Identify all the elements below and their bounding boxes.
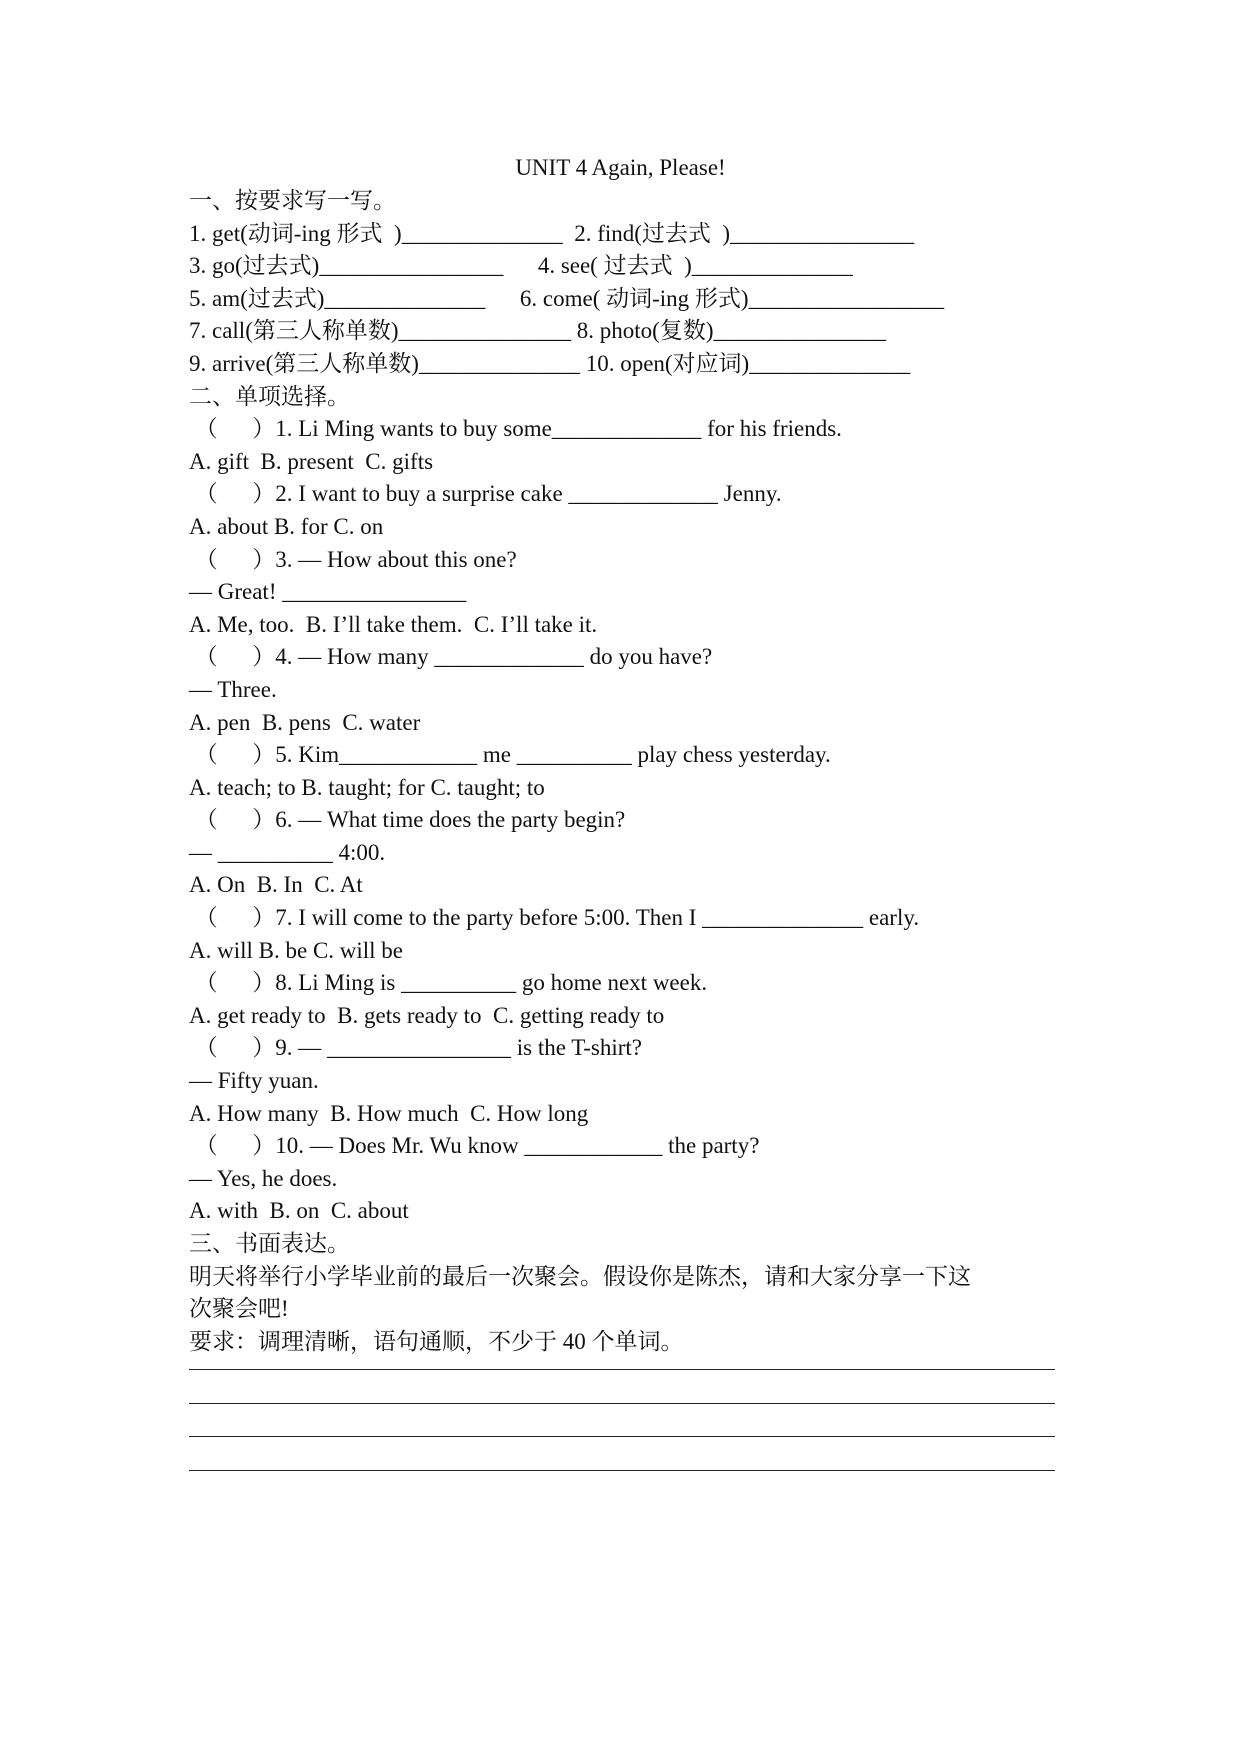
writing-line[interactable] — [189, 1469, 1055, 1471]
dialogue-line: — __________ 4:00. — [189, 839, 386, 865]
worksheet-content — [189, 185, 1069, 1358]
options-line: A. pen B. pens C. water — [189, 709, 421, 735]
writing-line[interactable] — [189, 1368, 1055, 1370]
question-line: （ ）10. — Does Mr. Wu know ____________ the party? — [189, 1133, 760, 1159]
question-line: （ ）6. — What time does the party begin? — [189, 807, 626, 833]
exercise-line: 3. go(过去式)________________ 4. see( 过去式 )______________ — [189, 253, 853, 279]
exercise-line: 5. am(过去式)______________ 6. come( 动词-ing 形式)_________________ — [189, 285, 945, 311]
options-line: A. with B. on C. about — [189, 1198, 409, 1224]
options-line: A. gift B. present C. gifts — [189, 448, 434, 474]
options-line: A. will B. be C. will be — [189, 937, 404, 963]
writing-prompt-line: 次聚会吧! — [189, 1296, 289, 1322]
dialogue-line: — Great! ________________ — [189, 579, 467, 605]
dialogue-line: — Three. — [189, 676, 277, 702]
page-title: UNIT 4 Again, Please! — [515, 155, 726, 180]
writing-line[interactable] — [189, 1402, 1055, 1404]
options-line: A. On B. In C. At — [189, 872, 363, 898]
question-line: （ ）3. — How about this one? — [189, 546, 517, 572]
dialogue-line: — Yes, he does. — [189, 1165, 338, 1191]
section-heading: 一、按要求写一写。 — [189, 188, 396, 213]
question-line: （ ）9. — ________________ is the T-shirt? — [189, 1035, 642, 1061]
options-line: A. get ready to B. gets ready to C. getting ready to — [189, 1002, 665, 1028]
writing-area[interactable] — [189, 1368, 1055, 1502]
dialogue-line: — Fifty yuan. — [189, 1068, 319, 1094]
question-line: （ ）4. — How many _____________ do you have? — [189, 644, 713, 670]
question-line: （ ）1. Li Ming wants to buy some_____________ for his friends. — [189, 416, 842, 442]
writing-line[interactable] — [189, 1435, 1055, 1437]
question-line: （ ）7. I will come to the party before 5:00. Then I ______________ early. — [189, 905, 920, 931]
question-line: （ ）8. Li Ming is __________ go home next week. — [189, 970, 708, 996]
question-line: （ ）2. I want to buy a surprise cake _____________ Jenny. — [189, 481, 782, 507]
section-heading: 三、书面表达。 — [189, 1231, 350, 1256]
options-line: A. How many B. How much C. How long — [189, 1100, 589, 1126]
section-heading: 二、单项选择。 — [189, 383, 350, 409]
exercise-line: 7. call(第三人称单数)_______________ 8. photo(复数)_______________ — [189, 318, 886, 344]
writing-prompt-line: 明天将举行小学毕业前的最后一次聚会。假设你是陈杰，请和大家分享一下这 — [189, 1263, 971, 1289]
question-line: （ ）5. Kim____________ me __________ play chess yesterday. — [189, 742, 831, 768]
exercise-line: 1. get(动词-ing 形式 )______________ 2. find(过去式 )________________ — [189, 220, 915, 246]
writing-requirement: 要求：调理清晰，语句通顺，不少于 40 个单词。 — [189, 1328, 684, 1354]
options-line: A. Me, too. B. I’ll take them. C. I’ll take it. — [189, 611, 598, 637]
options-line: A. about B. for C. on — [189, 513, 384, 539]
exercise-line: 9. arrive(第三人称单数)______________ 10. open(对应词)______________ — [189, 350, 911, 376]
options-line: A. teach; to B. taught; for C. taught; to — [189, 774, 545, 800]
